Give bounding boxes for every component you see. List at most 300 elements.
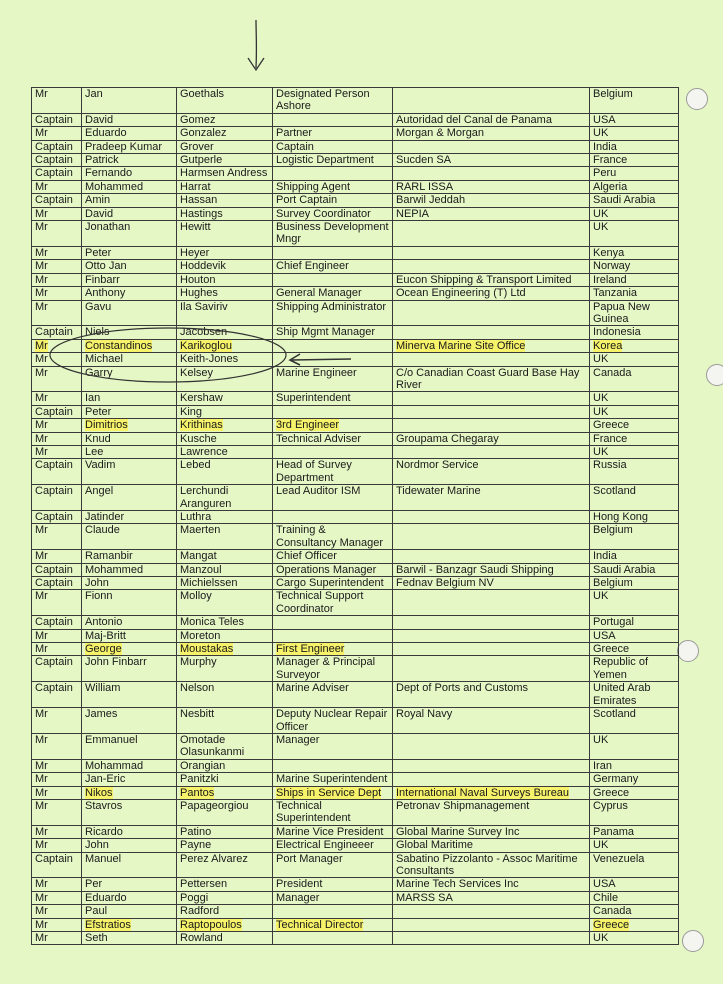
cell-last-text: Karikoglou (180, 339, 232, 352)
table-row (32, 799, 679, 825)
cell-company (393, 432, 590, 445)
delegate-list-table (31, 87, 679, 945)
cell-position (273, 550, 393, 563)
cell-title-text: Mr (35, 759, 48, 772)
cell-country-text: UK (593, 221, 609, 234)
cell-title-text: Mr (35, 799, 48, 812)
table-row (32, 221, 679, 247)
cell-country-text: Korea (593, 339, 623, 352)
cell-last (177, 891, 273, 904)
cell-first (82, 891, 177, 904)
cell-last (177, 419, 273, 432)
cell-position (273, 167, 393, 180)
cell-title (32, 88, 82, 114)
cell-company-text: Minerva Marine Site Office (396, 339, 526, 352)
cell-country (590, 366, 679, 392)
cell-company-text: Fednav Belgium NV (396, 577, 494, 590)
cell-title-text: Captain (35, 140, 73, 153)
cell-country (590, 577, 679, 590)
cell-country (590, 140, 679, 153)
table-row (32, 127, 679, 140)
cell-last-text: Gonzalez (180, 127, 227, 140)
cell-country-text: UK (593, 405, 609, 418)
cell-position-text: Port Manager (276, 852, 343, 865)
table-row (32, 786, 679, 799)
cell-title-text: Mr (35, 733, 48, 746)
cell-position-text: Port Captain (276, 194, 338, 207)
cell-position-text: Manager (276, 733, 320, 746)
cell-country-text: Portugal (593, 616, 634, 629)
cell-first (82, 154, 177, 167)
cell-position-text: Captain (276, 140, 314, 153)
cell-last-text: Hughes (180, 287, 218, 300)
cell-company (393, 260, 590, 273)
cell-country-text: USA (593, 629, 616, 642)
cell-position (273, 246, 393, 259)
binder-hole-icon (677, 640, 699, 662)
cell-position (273, 825, 393, 838)
cell-country (590, 353, 679, 366)
cell-last-text: Harmsen Andress (180, 167, 268, 180)
cell-title-text: Mr (35, 786, 48, 799)
cell-title (32, 891, 82, 904)
cell-last-text: Harrat (180, 180, 211, 193)
cell-first-text: Nikos (85, 786, 113, 799)
cell-country (590, 419, 679, 432)
cell-first-text: Peter (85, 405, 112, 418)
table-row (32, 524, 679, 550)
cell-first-text: Finbarr (85, 273, 120, 286)
cell-last-text: Hoddevik (180, 260, 226, 273)
cell-position (273, 88, 393, 114)
cell-title (32, 878, 82, 891)
cell-position (273, 563, 393, 576)
table-row (32, 839, 679, 852)
cell-country (590, 405, 679, 418)
cell-first (82, 616, 177, 629)
cell-country-text: Greece (593, 786, 630, 799)
cell-title (32, 127, 82, 140)
cell-company (393, 113, 590, 126)
cell-last-text: Mangat (180, 550, 217, 563)
cell-country-text: Saudi Arabia (593, 194, 656, 207)
cell-country (590, 432, 679, 445)
cell-last (177, 140, 273, 153)
cell-title (32, 550, 82, 563)
cell-title (32, 194, 82, 207)
cell-last (177, 878, 273, 891)
cell-company-text: Groupama Chegaray (396, 432, 499, 445)
cell-position-text: President (276, 878, 323, 891)
cell-first-text: Ramanbir (85, 550, 133, 563)
table-row (32, 260, 679, 273)
cell-last (177, 353, 273, 366)
cell-last-text: Luthra (180, 511, 212, 523)
cell-country (590, 221, 679, 247)
cell-country (590, 643, 679, 656)
cell-title-text: Mr (35, 891, 48, 904)
cell-title (32, 287, 82, 300)
cell-last (177, 194, 273, 207)
cell-company (393, 786, 590, 799)
cell-title-text: Mr (35, 127, 48, 140)
cell-position-text: Technical Support Coordinator (276, 590, 364, 615)
cell-first-text: Patrick (85, 154, 119, 167)
table-row (32, 708, 679, 734)
cell-country-text: USA (593, 878, 616, 891)
cell-country (590, 878, 679, 891)
table-row (32, 366, 679, 392)
cell-first (82, 419, 177, 432)
cell-position (273, 221, 393, 247)
cell-position (273, 180, 393, 193)
cell-position-text: Marine Superintendent (276, 773, 388, 786)
cell-last-text: Kelsey (180, 366, 214, 379)
cell-title (32, 799, 82, 825)
cell-first-text: Knud (85, 432, 111, 445)
cell-title-text: Mr (35, 419, 48, 432)
cell-last (177, 616, 273, 629)
cell-last (177, 88, 273, 114)
cell-last-text: Pantos (180, 786, 215, 799)
table-row (32, 353, 679, 366)
cell-first-text: David (85, 207, 114, 220)
cell-first-text: Gavu (85, 300, 112, 313)
cell-country (590, 825, 679, 838)
cell-position (273, 353, 393, 366)
cell-company-text: Tidewater Marine (396, 485, 481, 498)
cell-position-text: Marine Engineer (276, 366, 357, 379)
cell-title-text: Mr (35, 432, 48, 445)
cell-country (590, 852, 679, 878)
cell-title (32, 246, 82, 259)
cell-title (32, 682, 82, 708)
cell-company (393, 759, 590, 772)
cell-first (82, 932, 177, 945)
table-row (32, 326, 679, 339)
cell-position (273, 392, 393, 405)
table-row (32, 167, 679, 180)
cell-position (273, 419, 393, 432)
cell-title-text: Mr (35, 629, 48, 642)
cell-company (393, 733, 590, 759)
table-row (32, 339, 679, 352)
cell-country-text: Venezuela (593, 852, 645, 865)
cell-title (32, 485, 82, 511)
cell-position (273, 577, 393, 590)
cell-title-text: Mr (35, 88, 48, 100)
cell-last-text: Payne (180, 839, 212, 852)
cell-country-text: UK (593, 207, 609, 220)
cell-last (177, 432, 273, 445)
cell-title (32, 140, 82, 153)
cell-first-text: John (85, 577, 109, 590)
cell-title (32, 563, 82, 576)
cell-title (32, 656, 82, 682)
table-row (32, 154, 679, 167)
cell-first-text: Peter (85, 246, 112, 259)
cell-position (273, 287, 393, 300)
cell-last-text: King (180, 405, 203, 418)
cell-position-text: Lead Auditor ISM (276, 485, 361, 498)
cell-first (82, 550, 177, 563)
cell-first-text: Constandinos (85, 339, 153, 352)
cell-first (82, 918, 177, 931)
cell-country (590, 127, 679, 140)
cell-company-text: MARSS SA (396, 891, 453, 904)
cell-first-text: Ian (85, 392, 101, 405)
cell-company (393, 140, 590, 153)
cell-last (177, 260, 273, 273)
cell-position (273, 891, 393, 904)
cell-last (177, 221, 273, 247)
cell-position (273, 459, 393, 485)
cell-country (590, 839, 679, 852)
cell-company (393, 590, 590, 616)
cell-country (590, 113, 679, 126)
cell-first (82, 260, 177, 273)
cell-first-text: Michael (85, 353, 123, 366)
cell-title (32, 839, 82, 852)
cell-company (393, 616, 590, 629)
cell-company-text: Sabatino Pizzolanto - Assoc Maritime Consultants (396, 852, 578, 877)
cell-title (32, 167, 82, 180)
cell-position-text: Deputy Nuclear Repair Officer (276, 708, 388, 733)
cell-title (32, 629, 82, 642)
cell-first-text: George (85, 643, 122, 656)
table-row (32, 852, 679, 878)
cell-first (82, 432, 177, 445)
cell-country (590, 891, 679, 904)
cell-title (32, 616, 82, 629)
cell-last (177, 839, 273, 852)
cell-country-text: Ireland (593, 273, 627, 286)
table-row (32, 300, 679, 326)
cell-first-text: Otto Jan (85, 260, 127, 273)
cell-country-text: Belgium (593, 524, 633, 537)
cell-country-text: UK (593, 392, 609, 405)
cell-country-text: Norway (593, 260, 631, 273)
cell-last-text: Nelson (180, 682, 215, 695)
cell-position (273, 260, 393, 273)
cell-country (590, 167, 679, 180)
cell-last (177, 905, 273, 918)
cell-title (32, 326, 82, 339)
cell-position (273, 207, 393, 220)
cell-first (82, 221, 177, 247)
cell-title-text: Captain (35, 405, 73, 418)
cell-title-text: Mr (35, 300, 48, 313)
cell-title-text: Mr (35, 339, 48, 352)
cell-title-text: Captain (35, 326, 73, 339)
cell-country (590, 445, 679, 458)
cell-country (590, 511, 679, 524)
cell-last (177, 366, 273, 392)
table-row (32, 180, 679, 193)
cell-last-text: Rowland (180, 932, 223, 944)
cell-title (32, 405, 82, 418)
cell-position (273, 300, 393, 326)
table-row (32, 773, 679, 786)
cell-country-text: France (593, 154, 628, 167)
cell-position (273, 154, 393, 167)
cell-company-text: RARL ISSA (396, 180, 454, 193)
cell-first (82, 366, 177, 392)
cell-first (82, 708, 177, 734)
cell-company-text: Marine Tech Services Inc (396, 878, 519, 891)
cell-first-text: Claude (85, 524, 120, 537)
cell-last (177, 167, 273, 180)
cell-country-text: Algeria (593, 180, 628, 193)
cell-country (590, 563, 679, 576)
cell-title (32, 459, 82, 485)
cell-last-text: Moreton (180, 629, 221, 642)
cell-first (82, 445, 177, 458)
binder-hole-icon (682, 930, 704, 952)
cell-country-text: Iran (593, 759, 612, 772)
cell-first-text: James (85, 708, 118, 721)
cell-first (82, 194, 177, 207)
cell-title-text: Captain (35, 563, 73, 576)
cell-last-text: Keith-Jones (180, 353, 239, 366)
cell-first-text: Mohammad (85, 759, 144, 772)
cell-company (393, 918, 590, 931)
cell-first-text: Fionn (85, 590, 113, 603)
cell-position-text: First Engineer (276, 643, 345, 656)
cell-last (177, 300, 273, 326)
cell-company (393, 799, 590, 825)
cell-position (273, 366, 393, 392)
cell-country-text: United Arab Emirates (593, 682, 651, 707)
cell-company (393, 839, 590, 852)
cell-last-text: Hassan (180, 194, 218, 207)
cell-last-text: Houton (180, 273, 216, 286)
cell-company (393, 353, 590, 366)
cell-last (177, 287, 273, 300)
cell-company (393, 682, 590, 708)
cell-first-text: Jonathan (85, 221, 131, 234)
cell-country (590, 708, 679, 734)
cell-country (590, 485, 679, 511)
cell-position (273, 590, 393, 616)
cell-country (590, 194, 679, 207)
cell-title (32, 419, 82, 432)
cell-last (177, 773, 273, 786)
cell-title (32, 852, 82, 878)
table-row (32, 563, 679, 576)
cell-position-text: Training & Consultancy Manager (276, 524, 384, 549)
cell-last-text: Gutperle (180, 154, 223, 167)
cell-last-text: Ila Saviriv (180, 300, 228, 313)
cell-last (177, 405, 273, 418)
cell-first (82, 300, 177, 326)
cell-position (273, 127, 393, 140)
cell-company-text: Morgan & Morgan (396, 127, 485, 140)
cell-last-text: Jacobsen (180, 326, 228, 339)
cell-first-text: Ricardo (85, 825, 123, 838)
cell-title-text: Mr (35, 260, 48, 273)
cell-title (32, 918, 82, 931)
cell-first-text: Antonio (85, 616, 123, 629)
cell-company (393, 405, 590, 418)
cell-title-text: Captain (35, 852, 73, 865)
cell-country-text: Greece (593, 643, 630, 656)
cell-company (393, 326, 590, 339)
cell-title-text: Captain (35, 577, 73, 590)
cell-country (590, 273, 679, 286)
cell-last (177, 392, 273, 405)
cell-company (393, 419, 590, 432)
cell-first-text: Jan-Eric (85, 773, 126, 786)
binder-hole-icon (686, 88, 708, 110)
cell-last-text: Pettersen (180, 878, 228, 891)
cell-last-text: Goethals (180, 88, 225, 100)
cell-last-text: Maerten (180, 524, 221, 537)
cell-last (177, 180, 273, 193)
cell-position (273, 839, 393, 852)
cell-title-text: Mr (35, 878, 48, 891)
cell-last (177, 932, 273, 945)
cell-country (590, 300, 679, 326)
cell-country (590, 339, 679, 352)
cell-position-text: Manager (276, 891, 320, 904)
cell-position-text: Ships in Service Dept (276, 786, 382, 799)
cell-title (32, 445, 82, 458)
cell-last-text: Perez Alvarez (180, 852, 248, 865)
cell-position (273, 773, 393, 786)
cell-company (393, 852, 590, 878)
cell-country-text: UK (593, 353, 609, 366)
cell-first (82, 656, 177, 682)
cell-first (82, 878, 177, 891)
cell-first (82, 273, 177, 286)
cell-title-text: Captain (35, 113, 73, 126)
cell-position-text: Marine Vice President (276, 825, 384, 838)
cell-title-text: Mr (35, 825, 48, 838)
cell-last (177, 852, 273, 878)
cell-country-text: Chile (593, 891, 619, 904)
cell-title (32, 524, 82, 550)
cell-last-text: Murphy (180, 656, 217, 669)
table-row (32, 629, 679, 642)
cell-first-text: Jatinder (85, 511, 125, 523)
table-row (32, 656, 679, 682)
cell-title (32, 207, 82, 220)
table-row (32, 459, 679, 485)
cell-last (177, 273, 273, 286)
cell-position (273, 273, 393, 286)
cell-country (590, 392, 679, 405)
cell-title (32, 353, 82, 366)
cell-company (393, 207, 590, 220)
cell-company (393, 878, 590, 891)
cell-last-text: Moustakas (180, 643, 234, 656)
cell-title (32, 273, 82, 286)
cell-company (393, 629, 590, 642)
cell-company (393, 485, 590, 511)
cell-first (82, 852, 177, 878)
cell-title (32, 590, 82, 616)
cell-country-text: Tanzania (593, 287, 638, 300)
cell-title (32, 366, 82, 392)
table-row (32, 616, 679, 629)
cell-first-text: Per (85, 878, 103, 891)
cell-last (177, 918, 273, 931)
cell-last (177, 643, 273, 656)
cell-first-text: Dimitrios (85, 419, 128, 432)
cell-last (177, 759, 273, 772)
cell-title (32, 825, 82, 838)
